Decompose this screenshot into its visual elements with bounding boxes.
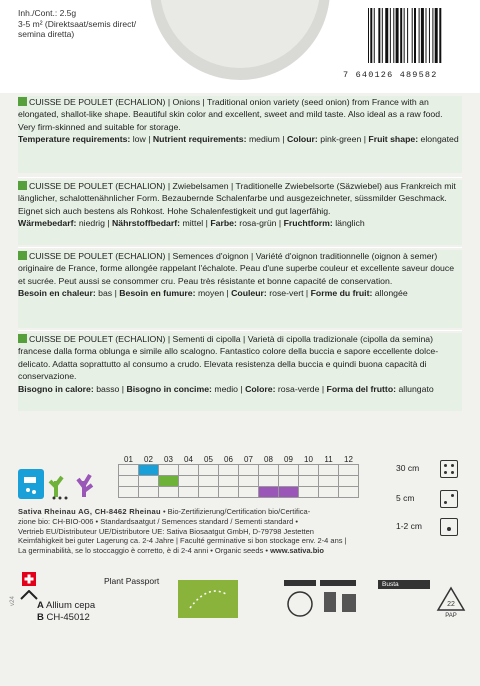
dice-two-icon [440, 490, 458, 508]
botanical-name: Allium cepa [46, 600, 96, 611]
calendar-cell [339, 476, 359, 487]
barcode-bar [385, 8, 388, 63]
attr-label: Forma del frutto: [326, 383, 397, 394]
month-label: 10 [304, 454, 313, 464]
barcode-bar [396, 8, 399, 63]
calendar-cell [319, 487, 339, 498]
calendar-cell [199, 476, 219, 487]
barcode-bar [421, 8, 424, 63]
month-label: 11 [324, 454, 333, 464]
version-code: v24 [9, 596, 16, 606]
calendar-row-plant [119, 476, 359, 487]
description-fr [18, 250, 462, 328]
barcode-bar [419, 8, 420, 63]
plant-passport-data [37, 600, 95, 624]
divider [18, 330, 462, 331]
month-label: 09 [284, 454, 293, 464]
attr-label: Farbe: [210, 218, 237, 229]
calendar-cell [219, 465, 239, 476]
calendar-cell [339, 465, 359, 476]
description-text: Traditional onion variety (seed onion) from France with an elongated, shallot-like shape. Beautiful skin color and excellent, sweet and mild taste. Also ideal as a raw food. Very firm-skinned and suitable for storage. [18, 97, 443, 132]
calendar-cell [259, 465, 279, 476]
website-link[interactable]: www.sativa.bio [270, 546, 324, 556]
green-square-icon [18, 97, 27, 106]
swiss-flag-icon [22, 572, 36, 586]
attr-value: rose-vert | [266, 288, 311, 299]
footer-line: Vertrieb EU/Distributeur UE/Distributore UE: Sativa Biosaatgut GmbH, D-79798 Jestetten [18, 526, 314, 536]
attr-label: Besoin en chaleur: [18, 288, 96, 299]
attr-label: Besoin en fumure: [119, 288, 196, 299]
calendar-cell [319, 465, 339, 476]
attr-value: moyen | [195, 288, 232, 299]
attr-label: Bisogno in calore: [18, 383, 94, 394]
calendar-cell [319, 476, 339, 487]
barcode [366, 8, 466, 63]
row-spacing-value: 30 cm [396, 463, 420, 473]
barcode-bar [429, 8, 430, 63]
green-square-icon [18, 251, 27, 260]
passport-letter: A [37, 600, 44, 611]
description-text: Varietà di cipolla tradizionale (cipolla da semina) francese dalla forma oblunga e simile allo scalogno. Fantastico colore della buccia e sapore eccellente dolce-delicato. Adatta soprattutto al consumo a crudo. Elevata resistenza della buccia e quindi buona capacità di conservazione. [18, 334, 439, 382]
category: | Semences d'oignon | [165, 251, 256, 261]
attr-value: elongated [418, 134, 459, 145]
barcode-bar [426, 8, 427, 63]
barcode-bar [378, 8, 380, 63]
barcode-bar [390, 8, 391, 63]
calendar-cell [259, 487, 279, 498]
month-label: 03 [164, 454, 173, 464]
attr-value: mittel | [180, 218, 211, 229]
sowing-icon [18, 469, 44, 499]
content-weight: Inh./Cont.: 2.5g [18, 8, 77, 18]
variety-title: CUISSE DE POULET (ECHALION) [29, 181, 166, 191]
divider [18, 177, 462, 178]
calendar-cell [259, 476, 279, 487]
passport-letter: B [37, 612, 44, 623]
calendar-row-sow [119, 465, 359, 476]
attr-label: Fruit shape: [368, 134, 419, 145]
attr-value: allungato [396, 383, 434, 394]
month-label: 12 [344, 454, 353, 464]
barcode-bar [414, 8, 416, 63]
month-label: 08 [264, 454, 273, 464]
calendar-cell [339, 487, 359, 498]
attr-value: medio | [211, 383, 246, 394]
footer-line: zione bio: CH-BIO-006 • Standardsaatgut / Semences standard / Sementi standard • [18, 516, 298, 526]
calendar-cell [239, 487, 259, 498]
calendar-cell [139, 487, 159, 498]
category: | Zwiebelsamen | [165, 181, 236, 191]
dice-four-icon [440, 460, 458, 478]
calendar-row-harvest [119, 487, 359, 498]
barcode-bar [404, 8, 405, 63]
category: | Onions | [165, 97, 208, 107]
busta-label: Busta [378, 580, 430, 589]
calendar-cell [119, 465, 139, 476]
attr-label: Nährstoffbedarf: [112, 218, 181, 229]
footer-line: Keimfähigkeit bei guter Lagerung ca. 2-4 Jahre | Faculté germinative si bon stockage env. 2-4 ans | [18, 536, 347, 546]
attr-label: Colour: [286, 134, 318, 145]
calendar-cell [219, 487, 239, 498]
calendar-cell [299, 465, 319, 476]
month-label: 02 [144, 454, 153, 464]
attr-label: Couleur: [231, 288, 267, 299]
content-info [18, 8, 136, 40]
eu-organic-logo [178, 580, 238, 618]
calendar-cell [119, 476, 139, 487]
calendar-months [119, 454, 359, 465]
barcode-bar [382, 8, 383, 63]
pap-number: 22 [447, 601, 455, 608]
calendar-cell [159, 476, 179, 487]
barcode-bar [368, 8, 369, 63]
category: | Sementi di cipolla | [165, 334, 248, 344]
month-label: 07 [244, 454, 253, 464]
variety-title: CUISSE DE POULET (ECHALION) [29, 251, 166, 261]
barcode-bar [393, 8, 394, 63]
recycling-pap-icon [436, 586, 466, 618]
attr-value: low | [130, 134, 153, 145]
calendar-cell [139, 465, 159, 476]
planting-icon [50, 477, 68, 500]
sowing-depth-value: 1-2 cm [396, 521, 422, 531]
calendar-cell [179, 476, 199, 487]
attr-label: Forme du fruit: [310, 288, 373, 299]
company-footer [18, 507, 462, 556]
calendar-cell [279, 476, 299, 487]
producer-code: CH-45012 [46, 612, 90, 623]
barcode-bar [374, 8, 375, 63]
green-square-icon [18, 181, 27, 190]
attr-value: rosa-grün | [236, 218, 284, 229]
calendar-cell [159, 487, 179, 498]
month-label: 04 [184, 454, 193, 464]
attr-label: Wärmebedarf: [18, 218, 77, 229]
barcode-bar [370, 8, 372, 63]
attr-value: medium | [246, 134, 287, 145]
disposal-icons [278, 580, 380, 620]
calendar-cell [219, 476, 239, 487]
barcode-bar [407, 8, 408, 63]
description-it [18, 333, 462, 411]
month-label: 01 [124, 454, 133, 464]
attr-label: Temperature requirements: [18, 134, 131, 145]
sowing-calendar [118, 454, 359, 498]
calendar-cell [199, 487, 219, 498]
footer-line: La germinabilità, se lo stoccaggio è corretto, è di 2-4 anni • Organic seeds • [18, 546, 271, 556]
row-spacing [396, 463, 476, 473]
calendar-cell [239, 465, 259, 476]
calendar-cell [299, 487, 319, 498]
month-label: 05 [204, 454, 213, 464]
attr-value: länglich [332, 218, 365, 229]
attr-value: bas | [95, 288, 120, 299]
barcode-bar [412, 8, 413, 63]
cultivation-icons [18, 467, 118, 507]
barcode-bar [432, 8, 433, 63]
plant-spacing-value: 5 cm [396, 493, 415, 503]
attr-value: allongée [372, 288, 408, 299]
description-text: Variété d'oignon traditionnelle (oignon à semer) originaire de France, forme allongée rappelant l'échalote. Peau d'une superbe couleur et excellente saveur douce et sucrée. Peut aussi se consommer cru. Peau très résistante et bonne capacité de conservation. [18, 251, 455, 286]
calendar-cell [179, 465, 199, 476]
pap-label: PAP [445, 613, 457, 618]
footer-line: • Bio-Zertifizierung/Certification bio/Certifica- [160, 507, 311, 516]
calendar-cell [279, 465, 299, 476]
busta-recycling [378, 580, 430, 620]
calendar-cell [299, 476, 319, 487]
attr-value: basso | [93, 383, 127, 394]
description-text: Traditionelle Zwiebelsorte (Säzwiebel) aus Frankreich mit länglicher, schalottenähnlicher Form. Bezaubernde Schalenfarbe und ausgezeichneter, süssmilder Geschmack. Eignet sich auch bestens als Rohkost. Hohe Schalenfestigkeit und gut lagerfähig. [18, 181, 456, 216]
calendar-cell [179, 487, 199, 498]
calendar-cell [239, 476, 259, 487]
plant-passport-label: Plant Passport [104, 576, 160, 586]
calendar-cell [199, 465, 219, 476]
variety-title: CUISSE DE POULET (ECHALION) [29, 97, 166, 107]
calendar-cell [159, 465, 179, 476]
attr-label: Fruchtform: [283, 218, 333, 229]
attr-value: rosa-verde | [275, 383, 327, 394]
barcode-bar [439, 8, 441, 63]
calendar-cell [139, 476, 159, 487]
barcode-bar [400, 8, 402, 63]
attr-label: Nutrient requirements: [152, 134, 247, 145]
company-name: Sativa Rheinau AG, CH-8462 Rheinau [18, 507, 161, 516]
plant-spacing [396, 493, 476, 503]
calendar-cell [279, 487, 299, 498]
barcode-bar [435, 8, 438, 63]
harvest-icon [78, 475, 92, 497]
description-de [18, 180, 462, 245]
content-area-it: semina diretta) [18, 29, 75, 39]
content-area: 3-5 m² (Direktsaat/semis direct/ [18, 18, 137, 29]
attr-value: pink-green | [317, 134, 369, 145]
variety-title: CUISSE DE POULET (ECHALION) [29, 334, 166, 344]
attr-label: Bisogno in concime: [126, 383, 212, 394]
barcode-number: 7 640126 489582 [343, 70, 438, 80]
eu-star-icon [20, 590, 38, 600]
description-en [18, 96, 462, 173]
month-label: 06 [224, 454, 233, 464]
attr-label: Colore: [245, 383, 276, 394]
calendar-cell [119, 487, 139, 498]
green-square-icon [18, 334, 27, 343]
divider [18, 247, 462, 248]
attr-value: niedrig | [76, 218, 112, 229]
